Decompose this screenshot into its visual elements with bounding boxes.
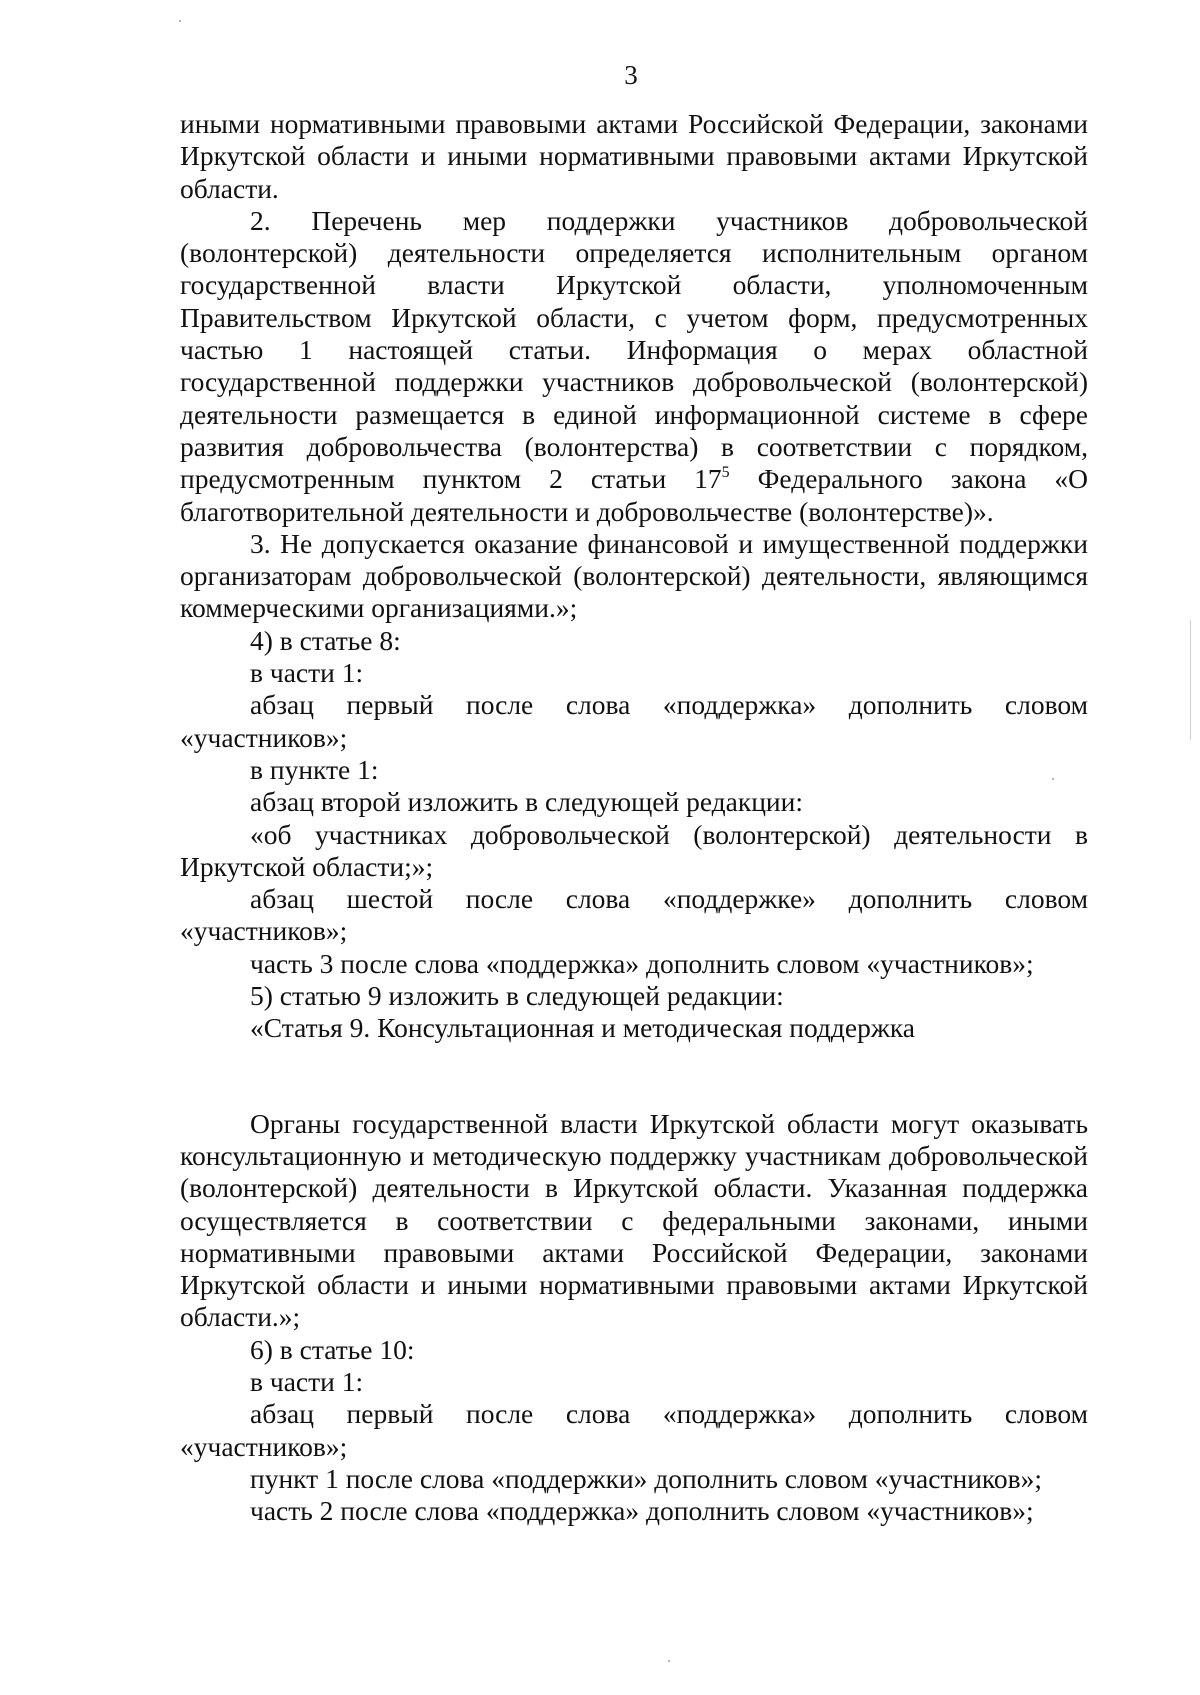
scan-speck-bottom xyxy=(668,1660,670,1662)
page-number: 3 xyxy=(624,60,638,90)
paragraph-8: абзац второй изложить в следующей редакции: xyxy=(250,786,804,818)
paragraph-16: в части 1: xyxy=(250,1365,364,1397)
paragraph-15: 6) в статье 10: xyxy=(250,1333,415,1365)
paragraph-10: абзац шестой после слова «поддержке» дополнить словом «участников»; xyxy=(180,883,1088,947)
paragraph-2 xyxy=(180,205,1088,528)
scan-speck-top-left xyxy=(179,20,181,22)
paragraph-14: Органы государственной власти Иркутской области могут оказывать консультационную и методическую поддержку участникам добровольческой (волонтерской) деятельности в Иркутской области. Указанная поддержка осуществляется в соответствии с федеральными законами, иными нормативными правовыми актами Российской Федерации, законами Иркутской области и иными нормативными правовыми актами Иркутской области.»; xyxy=(180,1107,1088,1333)
paragraph-17: абзац первый после слова «поддержка» дополнить словом «участников»; xyxy=(180,1398,1088,1462)
section-spacer xyxy=(180,1045,1088,1108)
paragraph-9: «об участниках добровольческой (волонтерской) деятельности в Иркутской области;»; xyxy=(180,818,1088,882)
paragraph-3: 3. Не допускается оказание финансовой и имущественной поддержки организаторам добровольческой (волонтерской) деятельности, являющимся коммерческими организациями.»; xyxy=(180,527,1088,624)
scan-speck-right xyxy=(1052,778,1054,780)
paragraph-19: часть 2 после слова «поддержка» дополнить словом «участников»; xyxy=(250,1495,1034,1527)
document-body xyxy=(180,108,1088,1527)
paragraph-18: пункт 1 после слова «поддержки» дополнить словом «участников»; xyxy=(250,1462,1043,1494)
paragraph-2-main: 2. Перечень мер поддержки участников добровольческой (волонтерской) деятельности определяется исполнительным органом государственной власти Иркутской области, уполномоченным Правительством Иркутской области, с учетом форм, предусмотренных частью 1 настоящей статьи. Информация о мерах областной государственной поддержки участников добровольческой (волонтерской) деятельности размещается в единой информационной системе в сфере развития добровольчества (волонтерства) в соответствии с порядком, предусмотренным пунктом 2 статьи 17 xyxy=(180,204,1088,495)
paragraph-2-tail: Федерального закона «О благотворительной деятельности и добровольчестве (волонтерстве)». xyxy=(180,463,1088,527)
paragraph-11: часть 3 после слова «поддержка» дополнить словом «участников»; xyxy=(250,947,1034,979)
paragraph-5: в части 1: xyxy=(250,657,364,689)
paragraph-4: 4) в статье 8: xyxy=(250,624,401,656)
paragraph-1: иными нормативными правовыми актами Российской Федерации, законами Иркутской области и иными нормативными правовыми актами Иркутской области. xyxy=(180,108,1088,204)
paragraph-6: абзац первый после слова «поддержка» дополнить словом «участников»; xyxy=(180,689,1088,753)
scan-edge-line xyxy=(1190,620,1191,740)
article-heading: «Статья 9. Консультационная и методическая поддержка xyxy=(250,1012,915,1044)
paragraph-7: в пункте 1: xyxy=(250,753,379,785)
footnote-superscript: 5 xyxy=(721,464,730,482)
paragraph-12: 5) статью 9 изложить в следующей редакции: xyxy=(250,980,784,1012)
